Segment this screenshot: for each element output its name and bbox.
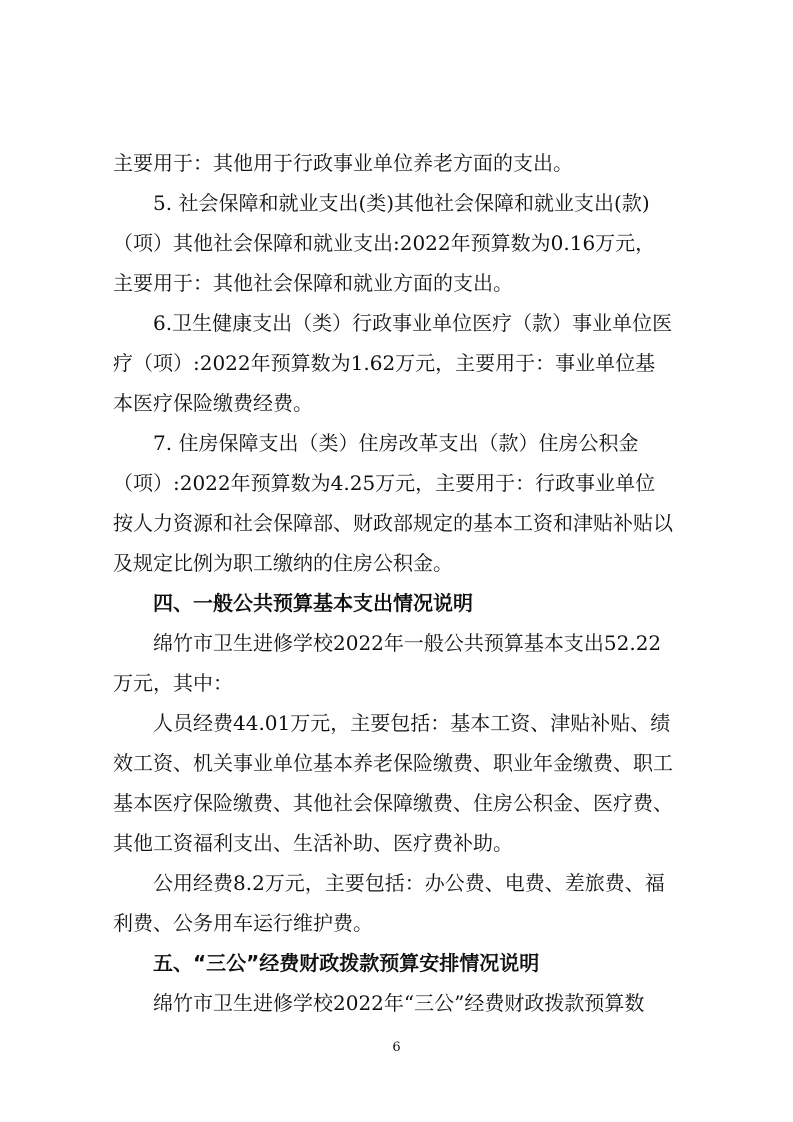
paragraph-line: 按人力资源和社会保障部、财政部规定的基本工资和津贴补贴以: [113, 511, 673, 535]
paragraph-line: 主要用于：其他用于行政事业单位养老方面的支出。: [113, 151, 573, 175]
paragraph-line: 万元，其中：: [113, 671, 233, 695]
paragraph-line: （项）其他社会保障和就业支出:2022年预算数为0.16万元，: [113, 231, 656, 255]
page-number: 6: [392, 1040, 401, 1055]
paragraph-line: 5. 社会保障和就业支出(类)其他社会保障和就业支出(款): [153, 191, 650, 215]
paragraph-line: 疗（项）:2022年预算数为1.62万元，主要用于：事业单位基: [113, 351, 656, 375]
paragraph-line: 7. 住房保障支出（类）住房改革支出（款）住房公积金: [153, 431, 639, 455]
paragraph-line: 绵竹市卫生进修学校2022年一般公共预算基本支出52.22: [153, 631, 662, 655]
paragraph-line: 本医疗保险缴费经费。: [113, 391, 313, 415]
paragraph-line: 绵竹市卫生进修学校2022年“三公”经费财政拨款预算数: [153, 991, 645, 1015]
paragraph-line: 其他工资福利支出、生活补助、医疗费补助。: [113, 831, 513, 855]
paragraph-line: 及规定比例为职工缴纳的住房公积金。: [113, 551, 453, 575]
section-heading: 五、“三公”经费财政拨款预算安排情况说明: [153, 951, 540, 975]
section-heading: 四、一般公共预算基本支出情况说明: [153, 591, 473, 615]
paragraph-line: （项）:2022年预算数为4.25万元，主要用于：行政事业单位: [113, 471, 656, 495]
paragraph-line: 主要用于：其他社会保障和就业方面的支出。: [113, 271, 513, 295]
paragraph-line: 6.卫生健康支出（类）行政事业单位医疗（款）事业单位医: [153, 311, 673, 335]
paragraph-line: 利费、公务用车运行维护费。: [113, 911, 373, 935]
paragraph-line: 效工资、机关事业单位基本养老保险缴费、职业年金缴费、职工: [113, 751, 673, 775]
paragraph-line: 公用经费8.2万元，主要包括：办公费、电费、差旅费、福: [153, 871, 665, 895]
paragraph-line: 人员经费44.01万元，主要包括：基本工资、津贴补贴、绩: [153, 711, 671, 735]
paragraph-line: 基本医疗保险缴费、其他社会保障缴费、住房公积金、医疗费、: [113, 791, 673, 815]
